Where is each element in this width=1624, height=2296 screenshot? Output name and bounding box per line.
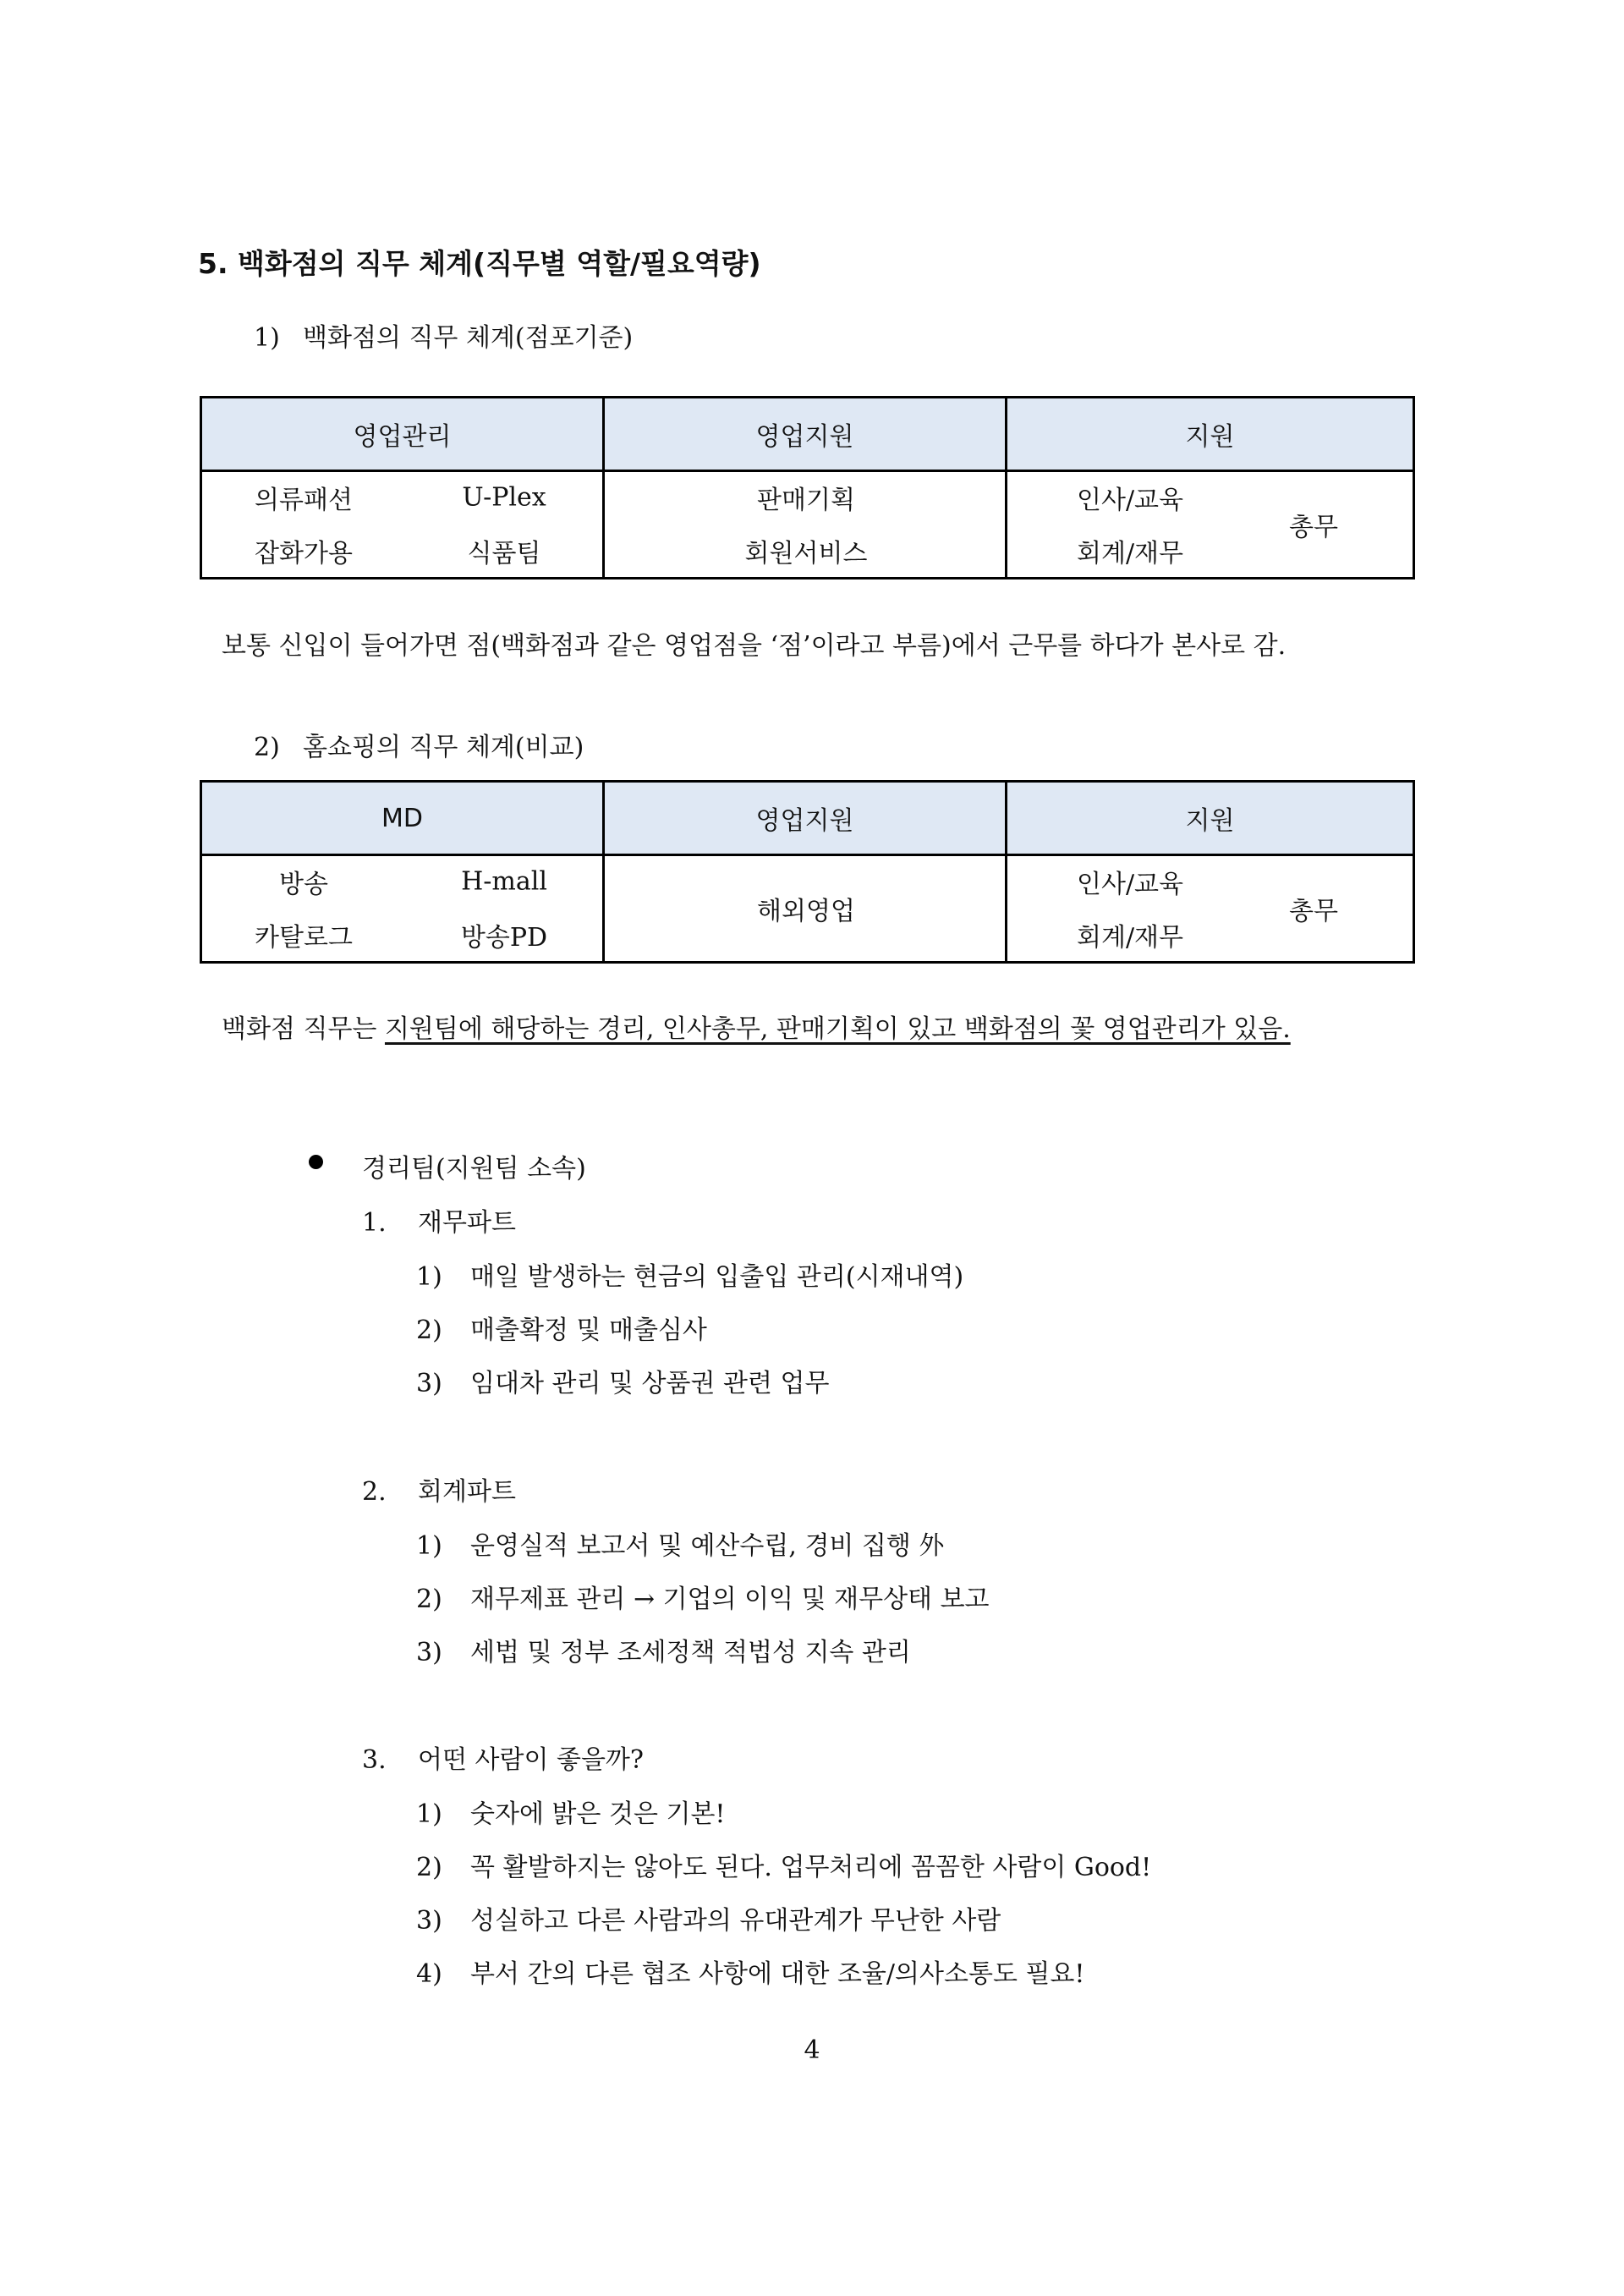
table-header-cell: MD: [201, 782, 604, 855]
item-text: 매일 발생하는 현금의 입출입 관리(시재내역): [470, 1262, 964, 1292]
note-paragraph-2: [222, 1008, 1291, 1045]
subsection-2-heading: [254, 726, 584, 763]
item-number: 1): [416, 1799, 442, 1829]
list-item: [416, 1846, 1151, 1883]
table-header-cell: 영업관리: [201, 398, 604, 471]
bullet-heading: 경리팀(지원팀 소속): [362, 1154, 586, 1184]
part-heading: [362, 1201, 516, 1239]
list-item: [416, 1631, 911, 1668]
item-number: 3): [416, 1906, 442, 1936]
part-heading: [362, 1470, 516, 1508]
list-item: [416, 1953, 1084, 1990]
table-cell: [201, 855, 604, 963]
item-text: 부서 간의 다른 협조 사항에 대한 조율/의사소통도 필요!: [470, 1959, 1085, 1989]
item-number: 1): [416, 1262, 442, 1292]
table-cell: [201, 471, 604, 579]
table-row: [201, 855, 1414, 963]
item-number: 2): [416, 1853, 442, 1882]
part-number: 2.: [362, 1477, 387, 1507]
list-item: [416, 1793, 725, 1830]
cell-text: 방송PD: [460, 923, 548, 953]
cell-text: 인사/교육: [1076, 870, 1184, 899]
table-header-cell: 영업지원: [604, 782, 1007, 855]
cell-text: 회원서비스: [744, 539, 868, 569]
home-shopping-job-table: [200, 780, 1415, 964]
cell-text: 의류패션: [255, 486, 353, 515]
cell-text: 회계/재무: [1076, 539, 1184, 569]
bullet-dot-icon: [309, 1155, 323, 1169]
list-item: [416, 1524, 944, 1562]
item-text: 세법 및 정부 조세정책 적법성 지속 관리: [470, 1638, 911, 1667]
item-number: 2): [416, 1316, 442, 1345]
page-number: 4: [804, 2035, 820, 2065]
part-heading: [362, 1738, 644, 1776]
section-title: 5. 백화점의 직무 체계(직무별 역할/필요역량): [198, 247, 761, 280]
table-header-row: [201, 398, 1414, 471]
item-text: 숫자에 밝은 것은 기본!: [470, 1799, 726, 1829]
cell-text: H-mall: [461, 866, 547, 897]
item-text: 성실하고 다른 사람과의 유대관계가 무난한 사람: [470, 1906, 1001, 1936]
item-text: 매출확정 및 매출심사: [470, 1316, 707, 1345]
table-row: [201, 471, 1414, 579]
item-number: 3): [416, 1638, 442, 1667]
list-item: [416, 1309, 707, 1346]
subsection-1-heading: [254, 316, 633, 354]
cell-text: 인사/교육: [1076, 486, 1184, 515]
cell-text: 회계/재무: [1076, 923, 1184, 953]
subsection-1-text: 백화점의 직무 체계(점포기준): [303, 323, 634, 353]
table-header-cell: 지원: [1007, 782, 1414, 855]
subsection-2-number: 2): [254, 733, 280, 762]
item-text: 임대차 관리 및 상품권 관련 업무: [470, 1369, 830, 1398]
note-2-underlined: 지원팀에 해당하는 경리, 인사총무, 판매기획이 있고 백화점의 꽃 영업관리가 있음.: [384, 1014, 1291, 1044]
cell-text: 해외영업: [757, 897, 855, 926]
item-number: 4): [416, 1959, 442, 1989]
table-cell: [1007, 855, 1414, 963]
cell-text: 총무: [1289, 513, 1338, 542]
part-title: 재무파트: [418, 1208, 516, 1238]
cell-text: 총무: [1289, 897, 1338, 926]
note-paragraph-1: 보통 신입이 들어가면 점(백화점과 같은 영업점을 ‘점’이라고 부름)에서 근무를 하다가 본사로 감.: [222, 631, 1287, 661]
item-text: 재무제표 관리 → 기업의 이익 및 재무상태 보고: [470, 1585, 990, 1614]
part-number: 3.: [362, 1745, 387, 1775]
list-item: [416, 1362, 829, 1399]
cell-text: U-Plex: [462, 482, 546, 513]
list-item: [416, 1578, 990, 1615]
list-item: [416, 1899, 1001, 1936]
table-cell: [1007, 471, 1414, 579]
item-number: 3): [416, 1369, 442, 1398]
table-header-row: [201, 782, 1414, 855]
item-text: 꼭 활발하지는 않아도 된다. 업무처리에 꼼꼼한 사람이 Good!: [470, 1853, 1152, 1882]
item-number: 2): [416, 1585, 442, 1614]
cell-text: 판매기획: [757, 486, 855, 515]
item-number: 1): [416, 1531, 442, 1561]
department-store-job-table: [200, 396, 1415, 579]
table-cell: [604, 471, 1007, 579]
note-2-prefix: 백화점 직무는: [222, 1014, 385, 1044]
table-header-cell: 영업지원: [604, 398, 1007, 471]
part-title: 어떤 사람이 좋을까?: [418, 1745, 644, 1775]
part-title: 회계파트: [418, 1477, 516, 1507]
cell-text: 방송: [279, 870, 328, 899]
cell-text: 카탈로그: [255, 923, 353, 953]
cell-text: 식품팀: [467, 539, 541, 569]
part-number: 1.: [362, 1208, 387, 1238]
item-text: 운영실적 보고서 및 예산수립, 경비 집행 外: [470, 1531, 945, 1561]
table-cell: [604, 855, 1007, 963]
subsection-1-number: 1): [254, 323, 280, 353]
cell-text: 잡화가용: [255, 539, 353, 569]
table-header-cell: 지원: [1007, 398, 1414, 471]
list-item: [416, 1255, 963, 1293]
subsection-2-text: 홈쇼핑의 직무 체계(비교): [303, 733, 584, 762]
